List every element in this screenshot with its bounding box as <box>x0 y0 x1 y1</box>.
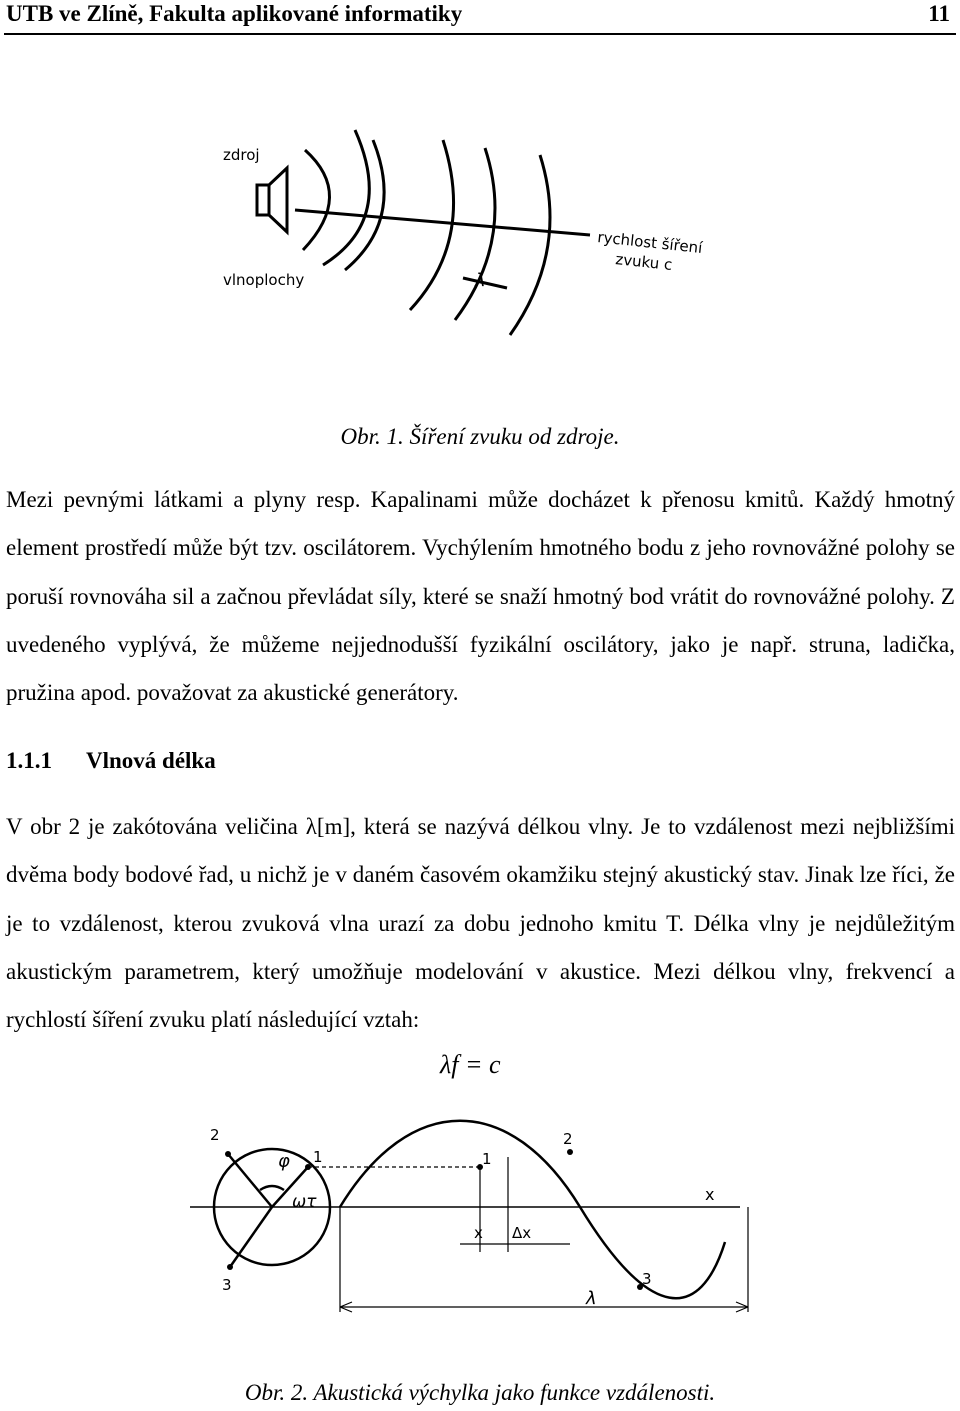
figure1-caption: Obr. 1. Šíření zvuku od zdroje. <box>340 424 620 449</box>
label-lambda: λ <box>586 1288 597 1309</box>
speaker-body <box>257 185 269 215</box>
wavefront-6 <box>510 155 550 335</box>
label-source: zdroj <box>223 146 260 164</box>
label-p3-wave: 3 <box>642 1270 652 1288</box>
label-p3-circle: 3 <box>222 1276 232 1294</box>
label-x-pos: x <box>474 1224 483 1242</box>
figure2-caption: Obr. 2. Akustická výchylka jako funkce vzdálenosti. <box>244 1380 716 1405</box>
point-3-circle <box>227 1264 233 1270</box>
label-x-axis: x <box>705 1185 715 1204</box>
formula: λf = c <box>440 1050 501 1079</box>
wavefront-5 <box>455 148 495 320</box>
section-title: Vlnová délka <box>86 748 216 773</box>
propagation-line <box>295 210 590 235</box>
label-p1-wave: 1 <box>482 1150 492 1168</box>
paragraph-wavelength: V obr 2 je zakótována veličina λ[m], která se nazývá délkou vlny. Je to vzdálenost mezi nejbližšími dvěma body bodové řad, u nichž je v daném časovém okamžiku stejný akustický stav. Jinak lze říci, že je to vzdálenost, kterou zvuková vlna urazí za dobu jednoho kmitu T. Délka vlny je nejdůležitým akustickým parametrem, který umožňuje modelování v akustice. Mezi délkou vlny, frekvencí a rychlostí šíření zvuku platí následující vztah: <box>6 814 955 1033</box>
section-heading <box>6 748 216 774</box>
point-2-circle <box>225 1151 231 1157</box>
page-header <box>0 0 960 30</box>
figure-sound-propagation <box>205 110 765 360</box>
phasor-radius-3 <box>230 1207 272 1267</box>
phasor-radius-2 <box>228 1154 272 1207</box>
label-p2-circle: 2 <box>210 1126 220 1144</box>
header-title: UTB ve Zlíně, Fakulta aplikované informatiky <box>6 1 463 26</box>
label-lambda: λ <box>475 270 486 291</box>
paragraph-oscillators: Mezi pevnými látkami a plyny resp. Kapalinami může docházet k přenosu kmitů. Každý hmotný element prostředí může být tzv. oscilátorem. Vychýlením hmotného bodu z jeho rovnovážné polohy se poruší rovnováha sil a začnou převládat síly, které se snaží hmotný bod vrátit do rovnovážné polohy. Z uvedeného vyplývá, že můžeme nejjednodušší fyzikální oscilátory, jako je např. struna, ladička, pružina apod. považovat za akustické generátory. <box>6 487 955 706</box>
wavefront-4 <box>410 140 454 310</box>
label-p2-wave: 2 <box>563 1130 573 1148</box>
label-phi: φ <box>278 1151 290 1172</box>
speaker-cone <box>269 168 287 232</box>
point-2-wave <box>567 1149 573 1155</box>
point-1-circle <box>305 1164 311 1170</box>
label-delta-x: Δx <box>512 1224 532 1242</box>
sine-wave <box>340 1121 725 1298</box>
page-number: 11 <box>928 1 950 26</box>
figure-displacement <box>180 1112 760 1337</box>
label-omega-tau: ωτ <box>292 1192 317 1212</box>
section-number: 1.1.1 <box>6 748 52 773</box>
wavefront-1 <box>303 150 330 250</box>
label-p1-circle: 1 <box>313 1148 323 1166</box>
phi-arc <box>260 1186 284 1190</box>
header-rule <box>4 33 956 35</box>
label-wavefronts: vlnoplochy <box>223 271 305 289</box>
label-speed-1: rychlost šíření <box>596 228 704 257</box>
label-speed-2: zvuku c <box>614 250 674 274</box>
